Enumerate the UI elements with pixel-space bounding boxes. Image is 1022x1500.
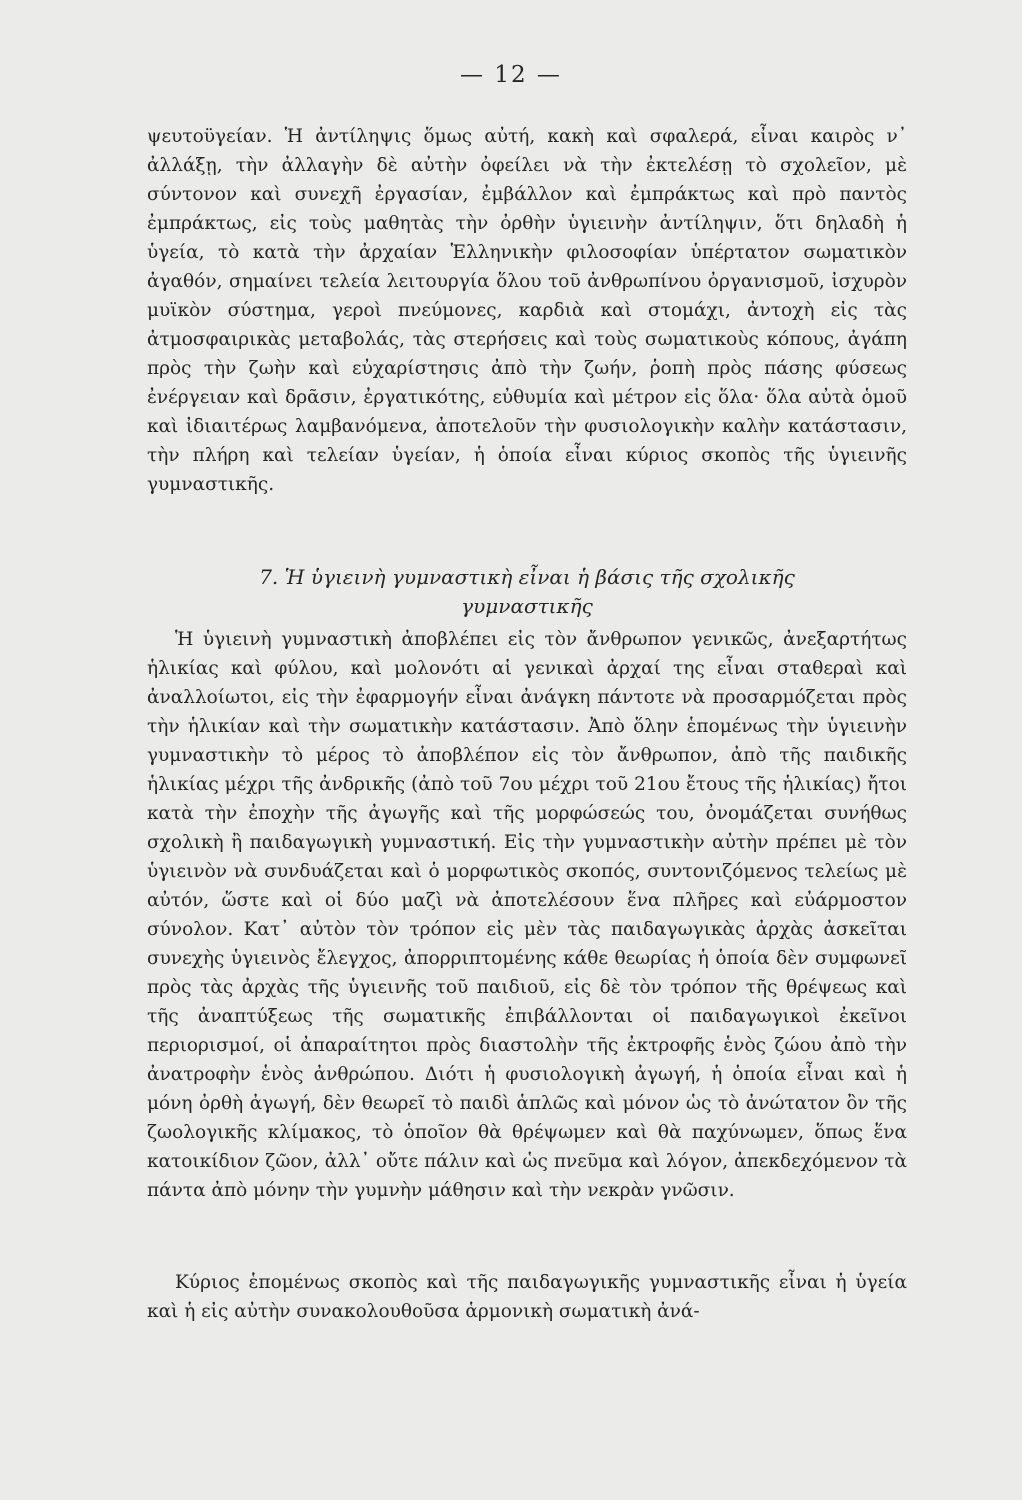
paragraph-2 — [147, 625, 907, 1205]
paragraph-text: ψευτοϋγείαν. Ἡ ἀντίληψις ὅμως αὐτή, κακὴ καὶ σφαλερά, εἶναι καιρὸς ν᾿ ἀλλάξῃ, τὴν ἀλλαγὴν δὲ αὐτὴν ὀφείλει νὰ τὴν ἐκτελέσῃ τὸ σχολεῖον, μὲ σύντονον καὶ συνεχῆ ἐργασίαν, ἐμβάλλον καὶ ἐμπράκτως καὶ πρὸ παντὸς ἐμπράκτως, εἰς τοὺς μαθητὰς τὴν ὀρθὴν ὑγιεινὴν ἀντίληψιν, ὅτι δηλαδὴ ἡ ὑγεία, τὸ κατὰ τὴν ἀρχαίαν Ἑλληνικὴν φιλοσοφίαν ὑπέρτατον σωματικὸν ἀγαθόν, σημαίνει τελεία λειτουργία ὅλου τοῦ ἀνθρωπίνου ὀργανισμοῦ, ἰσχυρὸν μυϊκὸν σύστημα, γεροὶ πνεύμονες, καρδιὰ καὶ στομάχι, ἀντοχὴ εἰς τὰς ἀτμοσφαιρικὰς μεταβολάς, τὰς στερήσεις καὶ τοὺς σωματικοὺς κόπους, ἀγάπη πρὸς τὴν ζωὴν καὶ εὐχαρίστησις ἀπὸ τὴν ζωήν, ῥοπὴ πρὸς πάσης φύσεως ἐνέργειαν καὶ δρᾶσιν, ἐργατικότης, εὐθυμία καὶ μέτρον εἰς ὅλα· ὅλα αὐτὰ ὁμοῦ καὶ ἰδιαιτέρως λαμβανόμενα, ἀποτελοῦν τὴν φυσιολογικὴν καλὴν κατάστασιν, τὴν πλήρη καὶ τελείαν ὑγείαν, ἡ ὁποία εἶναι κύριος σκοπὸς τῆς ὑγιεινῆς γυμναστικῆς. — [147, 126, 907, 495]
section-number: 7. — [259, 565, 279, 589]
paragraph-1 — [147, 122, 907, 499]
paragraph-text: Κύριος ἑπομένως σκοπὸς καὶ τῆς παιδαγωγικῆς γυμναστικῆς εἶναι ἡ ὑγεία καὶ ἡ εἰς αὐτὴν συνακολουθοῦσα ἁρμονικὴ σωματικὴ ἀνά- — [147, 1272, 907, 1322]
paragraph-text: Ἡ ὑγιεινὴ γυμναστικὴ ἀποβλέπει εἰς τὸν ἄνθρωπον γενικῶς, ἀνεξαρτήτως ἡλικίας καὶ φύλου, καὶ μολονότι αἱ γενικαὶ ἀρχαί της εἶναι σταθεραὶ καὶ ἀναλλοίωτοι, εἰς τὴν ἐφαρμογήν εἶναι ἀνάγκη πάντοτε νὰ προσαρμόζεται πρὸς τὴν ἡλικίαν καὶ τὴν σωματικὴν κατάστασιν. Ἀπὸ ὅλην ἑπομένως τὴν ὑγιεινὴν γυμναστικὴν τὸ μέρος τὸ ἀποβλέπον εἰς τὸν ἄνθρωπον, ἀπὸ τῆς παιδικῆς ἡλικίας μέχρι τῆς ἀνδρικῆς (ἀπὸ τοῦ 7ου μέχρι τοῦ 21ου ἔτους τῆς ἡλικίας) ἤτοι κατὰ τὴν ἐποχὴν τῆς ἀγωγῆς καὶ τῆς μορφώσεώς του, ὀνομάζεται συνήθως σχολικὴ ἢ παιδαγωγικὴ γυμναστική. Εἰς τὴν γυμναστικὴν αὐτὴν πρέπει μὲ τὸν ὑγιεινὸν νὰ συνδυάζεται καὶ ὁ μορφωτικὸς σκοπός, συντονιζόμενος τελείως μὲ αὐτόν, ὥστε καὶ οἱ δύο μαζὶ νὰ ἀποτελέσουν ἕνα πλῆρες καὶ εὐάρμοστον σύνολον. Κατ᾿ αὐτὸν τὸν τρόπον εἰς μὲν τὰς παιδαγωγικὰς ἀρχὰς ἀσκεῖται συνεχὴς ὑγιεινὸς ἔλεγχος, ἀπορριπτομένης κάθε θεωρίας ἡ ὁποία δὲν συμφωνεῖ πρὸς τὰς ἀρχὰς τῆς ὑγιεινῆς τοῦ παιδιοῦ, εἰς δὲ τὸν τρόπον τῆς θρέψεως καὶ τῆς ἀναπτύξεως τῆς σωματικῆς ἐπιβάλλονται οἱ παιδαγωγικοὶ ἐκεῖνοι περιορισμοί, οἱ ἀπαραίτητοι πρὸς διαστολὴν τῆς ἐκτροφῆς ἑνὸς ζώου ἀπὸ τὴν ἀνατροφὴν ἑνὸς ἀνθρώπου. Διότι ἡ φυσιολογικὴ ἀγωγή, ἡ ὁποία εἶναι καὶ ἡ μόνη ὀρθὴ ἀγωγή, δὲν θεωρεῖ τὸ παιδὶ ἁπλῶς καὶ μόνον ὡς τὸ ἀνώτατον ὂν τῆς ζωολογικῆς κλίμακος, τὸ ὁποῖον θὰ θρέψωμεν καὶ θὰ παχύνωμεν, ὅπως ἕνα κατοικίδιον ζῶον, ἀλλ᾿ οὔτε πάλιν καὶ ὡς πνεῦμα καὶ λόγον, ἀπεκδεχόμενον τὰ πάντα ἀπὸ μόνην τὴν γυμνὴν μάθησιν καὶ τὴν νεκρὰν γνῶσιν. — [147, 629, 907, 1201]
section-title-line1: Ἡ ὑγιεινὴ γυμναστικὴ εἶναι ἡ βάσις τῆς σχολικῆς — [284, 565, 795, 589]
paragraph-3 — [147, 1268, 907, 1326]
section-heading — [147, 563, 907, 621]
section-title-line2: γυμναστικῆς — [461, 594, 593, 618]
page-number: — 12 — — [460, 62, 562, 88]
